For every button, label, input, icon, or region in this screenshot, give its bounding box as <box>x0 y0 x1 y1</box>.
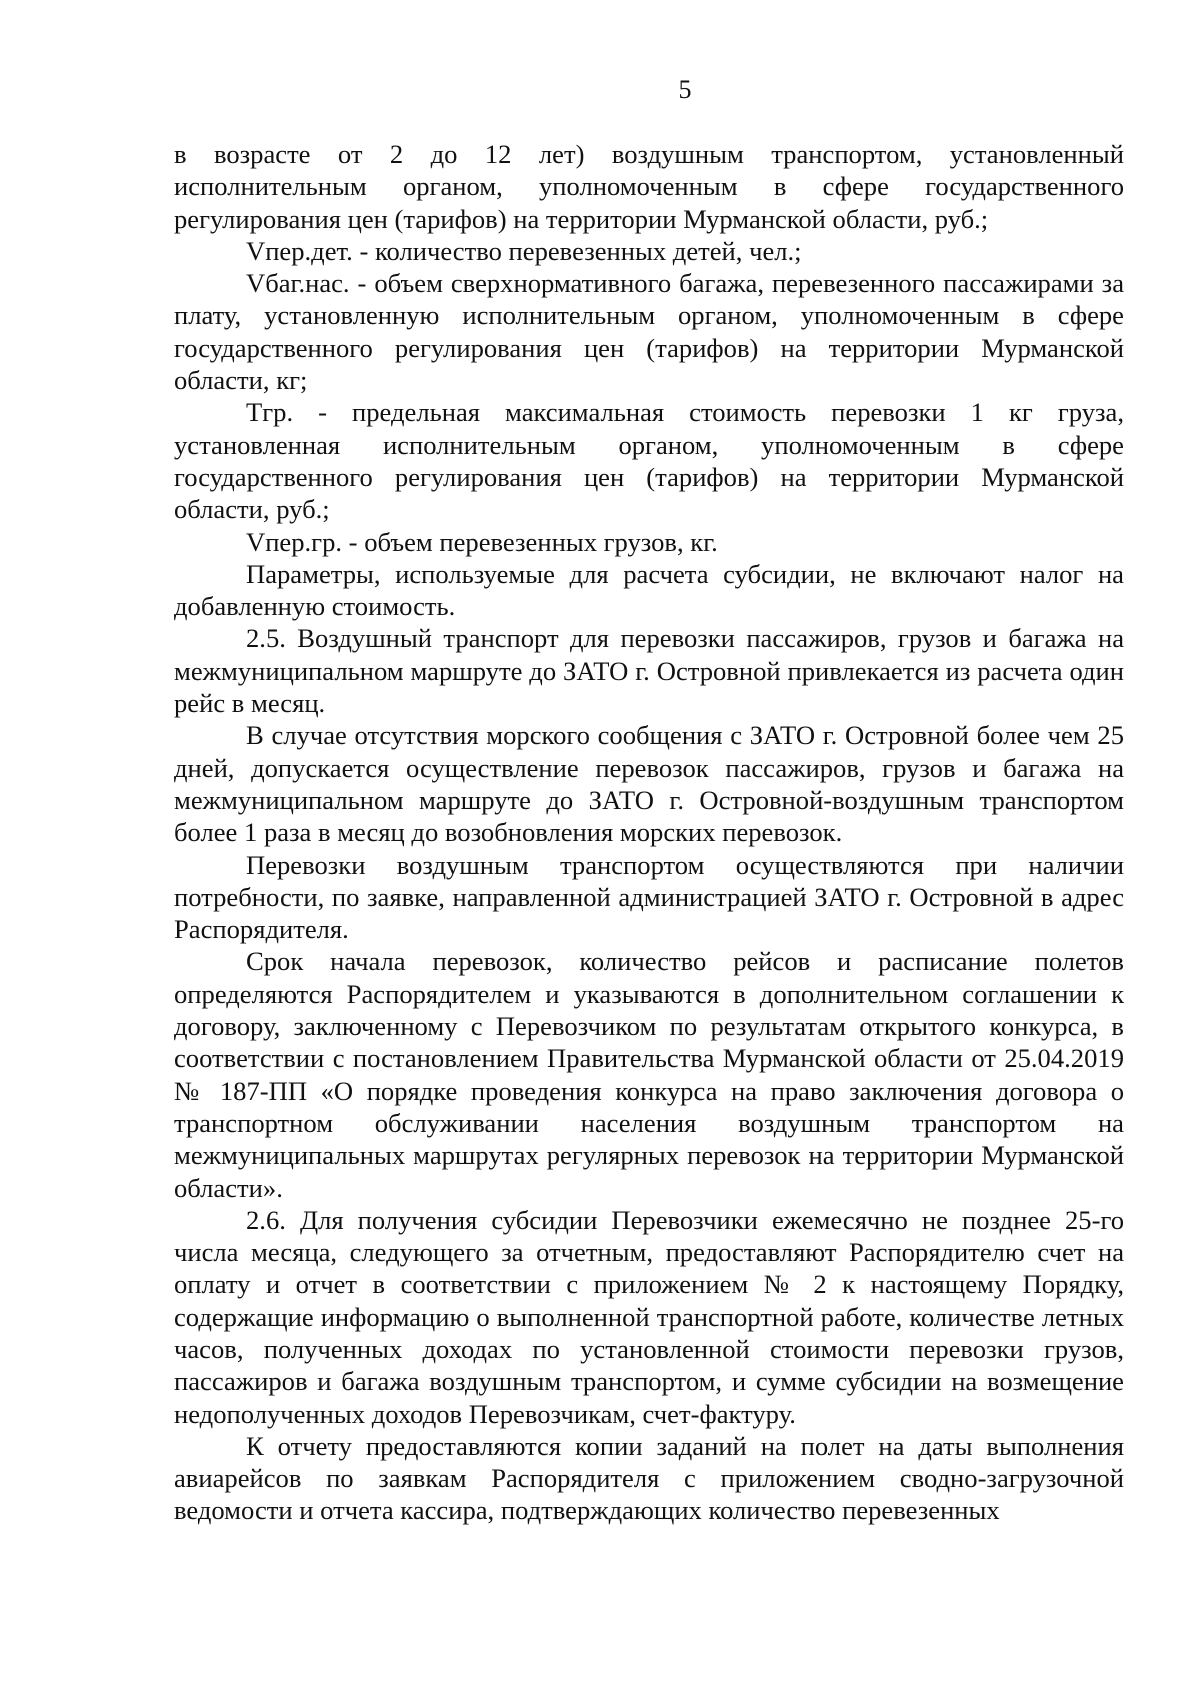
paragraph-no-sea-connection: В случае отсутствия морского сообщения с ЗАТО г. Островной более чем 25 дней, допускается осуществление перевозок пассажиров, грузов и багажа на межмуниципальном маршруте до ЗАТО г. Островной-воздушным транспортом более 1 раза в месяц до возобновления морских перевозок. <box>174 720 1124 848</box>
paragraph-section-2-5: 2.5. Воздушный транспорт для перевозки пассажиров, грузов и багажа на межмуниципальном маршруте до ЗАТО г. Островной привлекается из расчета один рейс в месяц. <box>174 623 1124 719</box>
paragraph-cargo-tariff: Тгр. - предельная максимальная стоимость перевозки 1 кг груза, установленная исполнительным органом, уполномоченным в сфере государственного регулирования цен (тарифов) на территории Мурманской области, руб.; <box>174 397 1124 525</box>
paragraph-vat-note: Параметры, используемые для расчета субсидии, не включают налог на добавленную стоимость. <box>174 558 1124 622</box>
paragraph-schedule: Срок начала перевозок, количество рейсов и расписание полетов определяются Распорядителем и указываются в дополнительном соглашении к договору, заключенному с Перевозчиком по результатам открытого конкурса, в соответствии с постановлением Правительства Мурманской области от 25.04.2019 № 187-ПП «О порядке проведения конкурса на право заключения договора о транспортном обслуживании населения воздушным транспортом на межмуниципальных маршрутах регулярных перевозок на территории Мурманской области». <box>174 946 1124 1203</box>
paragraph-baggage-volume: Vбаг.нас. - объем сверхнормативного багажа, перевезенного пассажирами за плату, установленную исполнительным органом, уполномоченным в сфере государственного регулирования цен (тарифов) на территории Мурманской области, кг; <box>174 268 1124 396</box>
page-number: 5 <box>678 75 692 104</box>
paragraph-children-count: Vпер.дет. - количество перевезенных детей, чел.; <box>246 235 802 266</box>
paragraph-age-continuation: в возрасте от 2 до 12 лет) воздушным транспортом, установленный исполнительным органом, уполномоченным в сфере государственного регулирования цен (тарифов) на территории Мурманской области, руб.; <box>174 139 1124 234</box>
document-body <box>174 138 1124 1527</box>
paragraph-report-attachments: К отчету предоставляются копии заданий на полет на даты выполнения авиарейсов по заявкам Распорядителя с приложением сводно-загрузочной ведомости и отчета кассира, подтверждающих количество перевезенных <box>174 1430 1124 1526</box>
paragraph-cargo-volume: Vпер.гр. - объем перевезенных грузов, кг. <box>246 526 718 557</box>
paragraph-request-basis: Перевозки воздушным транспортом осуществляются при наличии потребности, по заявке, направленной администрацией ЗАТО г. Островной в адрес Распорядителя. <box>174 849 1124 945</box>
paragraph-section-2-6: 2.6. Для получения субсидии Перевозчики ежемесячно не позднее 25-го числа месяца, следующего за отчетным, предоставляют Распорядителю счет на оплату и отчет в соответствии с приложением № 2 к настоящему Порядку, содержащие информацию о выполненной транспортной работе, количестве летных часов, полученных доходах по установленной стоимости перевозки грузов, пассажиров и багажа воздушным транспортом, и сумме субсидии на возмещение недополученных доходов Перевозчикам, счет-фактуру. <box>174 1204 1124 1429</box>
